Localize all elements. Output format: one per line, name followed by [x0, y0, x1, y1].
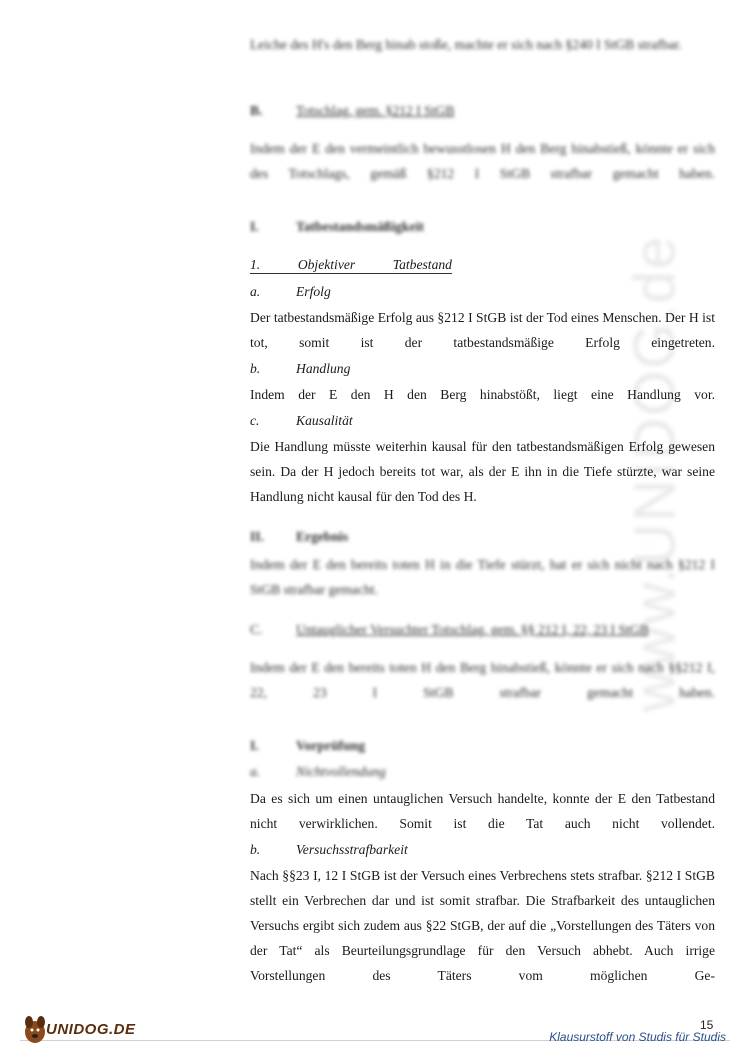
heading-handlung-number: b.: [250, 361, 261, 376]
heading-kausalitaet-title: Kausalität: [296, 413, 353, 428]
subheading-word1: Objektiver: [297, 257, 356, 272]
blurred-paragraph-ii: Indem der E den bereits toten H in die Tiefe stürzt, hat er sich nicht nach §212 I StGB strafbar gemacht.: [250, 557, 715, 597]
blurred-paragraph-top: Leiche des H's den Berg hinab stoße, machte er sich nach §240 I StGB strafbar.: [250, 37, 682, 52]
section-i-heading: [250, 214, 715, 239]
heading-kausalitaet-number: c.: [250, 413, 260, 428]
watermark: www.UNIDOG.de: [622, 234, 688, 713]
section-ii-heading: [250, 524, 715, 549]
section-i2-number: I.: [250, 738, 259, 753]
footer-slogan: Klausurstoff von Studis für Studis: [549, 1030, 726, 1044]
subsection-a2-heading: [250, 759, 715, 784]
paragraph-kausalitaet: Die Handlung müsste weiterhin kausal für den tatbestandsmäßigen Erfolg gewesen sein. Da der H jedoch bereits tot war, als der E ihn in die Tiefe stürzte, war seine Handlung nicht kausal für den Tod des H.: [250, 439, 715, 504]
section-b-number: B.: [250, 103, 263, 118]
section-ii-title: Ergebnis: [296, 529, 349, 544]
section-c-heading: [250, 617, 715, 642]
blurred-paragraph-b: Indem der E den vermeintlich bewusstlosen H den Berg hinabstieß, könnte er sich des Totschlags, gemäß §212 I StGB strafbar gemacht haben.: [250, 141, 715, 181]
paragraph-erfolg: Der tatbestandsmäßige Erfolg aus §212 I StGB ist der Tod eines Menschen. Der H ist tot, somit ist der tatbestandsmäßige Erfolg eingetreten.: [250, 310, 715, 350]
section-ii-number: II.: [250, 529, 264, 544]
subheading-word2: Tatbestand: [392, 257, 452, 272]
heading-kausalitaet: [250, 408, 715, 433]
section-c-title: Untauglicher Versuchter Totschlag, gem. §§ 212 I, 22, 23 I StGB: [296, 622, 649, 637]
heading-versuchsstrafbarkeit: [250, 837, 715, 862]
section-i2-heading: [250, 733, 715, 758]
section-i-number: I.: [250, 219, 259, 234]
heading-erfolg: [250, 279, 715, 304]
heading-erfolg-number: a.: [250, 284, 261, 299]
heading-erfolg-title: Erfolg: [296, 284, 331, 299]
paragraph-versuchsstrafbarkeit: Nach §§23 I, 12 I StGB ist der Versuch eines Verbrechens stets strafbar. §212 I StGB stellt ein Verbrechen dar und ist somit strafbar. Die Strafbarkeit des untauglichen Versuchs ergibt sich zudem aus §22 StGB, der auf die „Vorstellungen des Täters von der Tat“ als Beurteilungsgrundlage für den Versuch abhebt. Auch irrige Vorstellungen des Täters vom möglichen Ge-: [250, 868, 715, 983]
heading-versuchsstrafbarkeit-title: Versuchsstrafbarkeit: [296, 842, 408, 857]
paragraph-handlung: Indem der E den H den Berg hinabstößt, liegt eine Handlung vor.: [250, 387, 715, 402]
section-c-number: C.: [250, 622, 263, 637]
section-i2-title: Vorprüfung: [296, 738, 365, 753]
heading-handlung-title: Handlung: [296, 361, 351, 376]
subheading-number: 1.: [250, 257, 261, 272]
subsection-a2-number: a.: [250, 764, 261, 779]
subsection-a2-title: Nichtvollendung: [296, 764, 386, 779]
section-b-heading: [250, 98, 715, 123]
section-b-title: Totschlag, gem. §212 I StGB: [296, 103, 455, 118]
logo-text: UNIDOG.DE: [46, 1021, 136, 1038]
blurred-paragraph-c: Indem der E den bereits toten H den Berg hinabstieß, könnte er sich nach §§212 I, 22, 23 I StGB strafbar gemacht haben.: [250, 660, 715, 700]
section-i-title: Tatbestandsmäßigkeit: [296, 219, 424, 234]
paragraph-nichtvollendung: Da es sich um einen untauglichen Versuch handelte, konnte der E den Tatbestand nicht verwirklichen. Somit ist die Tat auch nicht vollendet.: [250, 791, 715, 831]
heading-handlung: [250, 356, 715, 381]
heading-versuchsstrafbarkeit-number: b.: [250, 842, 261, 857]
page-number: 15: [700, 1018, 714, 1032]
subheading-objektiver-tatbestand: [250, 257, 452, 274]
